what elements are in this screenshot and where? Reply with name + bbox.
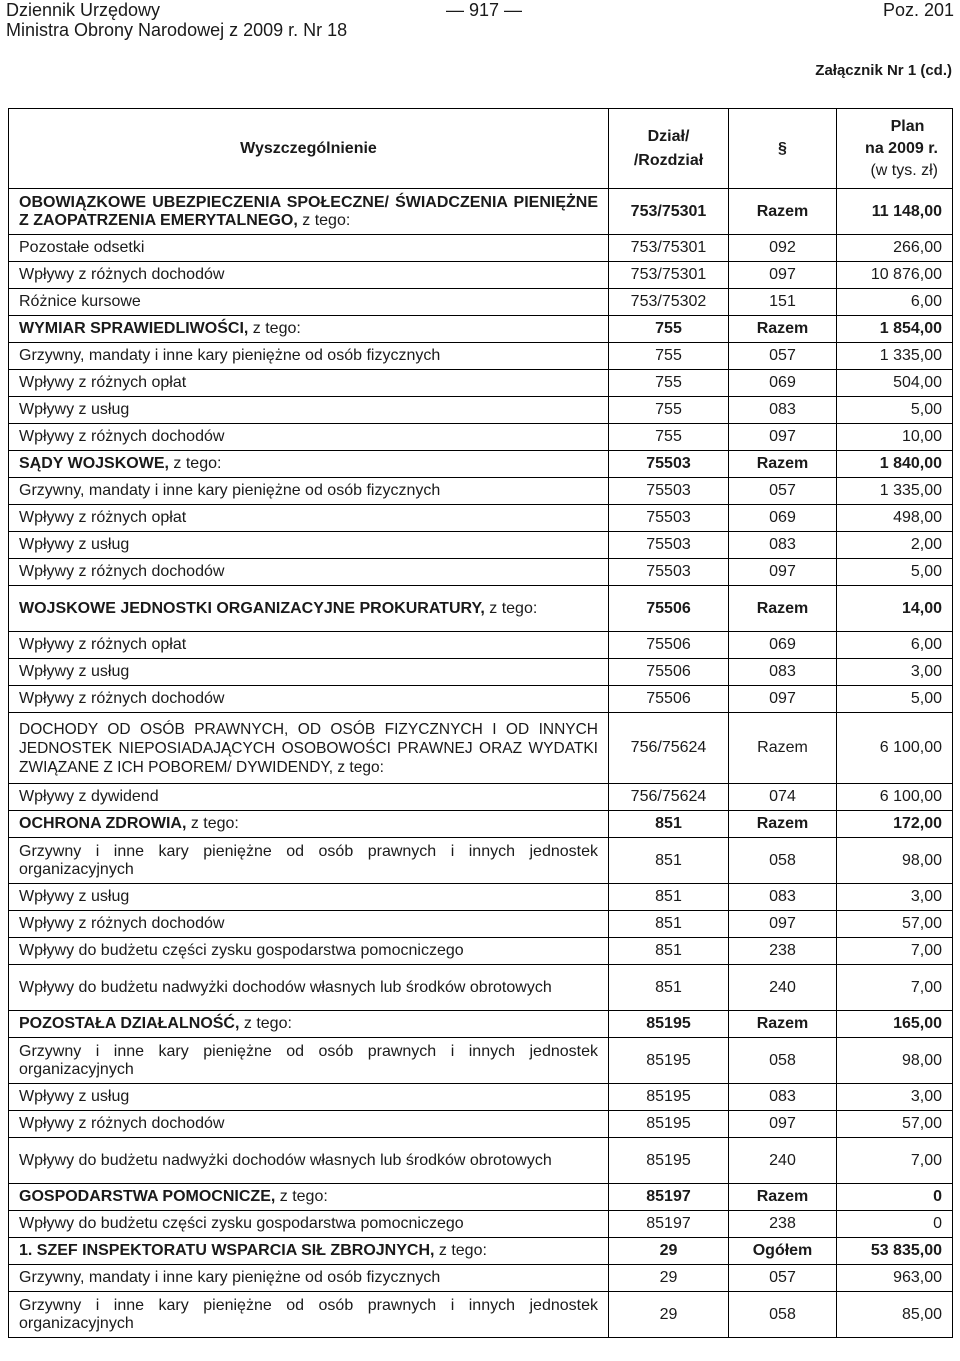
row-description [9,451,609,478]
table-body [9,189,953,1338]
section-title: POZOSTAŁA DZIAŁALNOŚĆ, [19,1015,240,1032]
row-description [9,235,609,262]
table-row [9,1038,953,1084]
page-number: — 917 — [446,0,523,20]
description-text: Wpływy z różnych dochodów [19,915,225,932]
row-paragraph: Razem [729,1011,837,1038]
row-description [9,478,609,505]
row-paragraph: Ogółem [729,1238,837,1265]
row-amount: 0 [837,1211,953,1238]
row-division: 85195 [609,1038,729,1084]
row-division: 75506 [609,632,729,659]
row-division: 755 [609,397,729,424]
description-text: Pozostałe odsetki [19,239,145,256]
table-row [9,1238,953,1265]
row-amount: 3,00 [837,1084,953,1111]
table-row [9,659,953,686]
header-division [609,109,729,189]
description-text: Wpływy do budżetu nadwyżki dochodów własnych lub środków obrotowych [19,1151,552,1169]
row-amount: 5,00 [837,397,953,424]
table-row [9,884,953,911]
row-amount: 53 835,00 [837,1238,953,1265]
paragraph-symbol: § [778,139,787,157]
table-row [9,632,953,659]
description-text: Wpływy z różnych opłat [19,374,187,391]
row-paragraph: Razem [729,586,837,632]
row-amount: 7,00 [837,1138,953,1184]
row-division: 851 [609,884,729,911]
row-division: 75503 [609,532,729,559]
table-row [9,811,953,838]
description-text: Wpływy z różnych dochodów [19,266,225,283]
description-text: Grzywny i inne kary pieniężne od osób prawnych i innych jednostek organizacyjnych [19,1296,598,1332]
row-description [9,1011,609,1038]
row-amount: 0 [837,1184,953,1211]
row-description [9,189,609,235]
row-description [9,1238,609,1265]
table-row [9,1111,953,1138]
row-paragraph: Razem [729,1184,837,1211]
table-row [9,1138,953,1184]
row-amount: 7,00 [837,965,953,1011]
row-division: 851 [609,811,729,838]
section-title: OCHRONA ZDROWIA, [19,815,187,832]
table-row [9,559,953,586]
description-text: Grzywny, mandaty i inne kary pieniężne od osób fizycznych [19,482,441,499]
row-amount: 3,00 [837,659,953,686]
row-division: 75503 [609,505,729,532]
table-row [9,189,953,235]
row-description [9,884,609,911]
table-row [9,1265,953,1292]
table-row [9,343,953,370]
row-division: 851 [609,838,729,884]
table-row [9,370,953,397]
row-paragraph: 069 [729,505,837,532]
description-text: z tego: [297,211,351,229]
description-text: z tego: [434,1242,487,1259]
row-description [9,505,609,532]
table-row [9,713,953,784]
description-text: Wpływy do budżetu części zysku gospodarstwa pomocniczego [19,942,464,959]
row-paragraph: 092 [729,235,837,262]
row-description [9,686,609,713]
row-amount: 57,00 [837,911,953,938]
table-row [9,911,953,938]
row-division: 85195 [609,1084,729,1111]
row-amount: 98,00 [837,1038,953,1084]
row-amount: 11 148,00 [837,189,953,235]
row-division: 29 [609,1265,729,1292]
row-description [9,938,609,965]
row-amount: 963,00 [837,1265,953,1292]
row-paragraph: 097 [729,686,837,713]
header-plan-line2: na 2009 r. [865,139,938,157]
description-text: Wpływy z różnych dochodów [19,563,225,580]
row-description [9,1211,609,1238]
description-text: Wpływy z usług [19,401,130,418]
row-paragraph: 151 [729,289,837,316]
description-text: Wpływy z różnych dochodów [19,428,225,445]
row-paragraph: 097 [729,424,837,451]
row-division: 85197 [609,1211,729,1238]
row-amount: 85,00 [837,1292,953,1338]
description-text: Wpływy z usług [19,663,130,680]
row-paragraph: 240 [729,965,837,1011]
row-description [9,1265,609,1292]
table-row [9,686,953,713]
description-text: Wpływy z usług [19,536,130,553]
row-description [9,1084,609,1111]
row-description [9,1184,609,1211]
row-paragraph: 097 [729,1111,837,1138]
row-division: 753/75301 [609,262,729,289]
row-division: 75503 [609,478,729,505]
description-text: Grzywny, mandaty i inne kary pieniężne od osób fizycznych [19,1269,441,1286]
row-division: 85197 [609,1184,729,1211]
description-text: z tego: [248,320,301,337]
row-division: 753/75302 [609,289,729,316]
row-amount: 10 876,00 [837,262,953,289]
row-amount: 14,00 [837,586,953,632]
row-amount: 266,00 [837,235,953,262]
header-paragraph [729,109,837,189]
row-paragraph: 238 [729,1211,837,1238]
description-text: Wpływy do budżetu części zysku gospodarstwa pomocniczego [19,1215,464,1232]
description-text: Wpływy z usług [19,1088,130,1105]
row-division: 85195 [609,1011,729,1038]
row-paragraph: 083 [729,884,837,911]
running-header [6,0,954,20]
row-paragraph: 058 [729,838,837,884]
row-division: 75506 [609,686,729,713]
row-description [9,370,609,397]
row-amount: 172,00 [837,811,953,838]
row-amount: 504,00 [837,370,953,397]
description-text: Wpływy z dywidend [19,788,159,805]
table-row [9,1011,953,1038]
header-description [9,109,609,189]
row-description [9,343,609,370]
table-row [9,235,953,262]
row-division: 753/75301 [609,235,729,262]
row-paragraph: Razem [729,451,837,478]
section-title: WYMIAR SPRAWIEDLIWOŚCI, [19,320,249,337]
row-amount: 6,00 [837,289,953,316]
row-division: 851 [609,911,729,938]
row-division: 755 [609,424,729,451]
table-row [9,424,953,451]
row-division: 755 [609,370,729,397]
row-paragraph: 083 [729,532,837,559]
description-text: Grzywny, mandaty i inne kary pieniężne od osób fizycznych [19,347,441,364]
table-row [9,938,953,965]
description-text: DOCHODY OD OSÓB PRAWNYCH, OD OSÓB FIZYCZNYCH I OD INNYCH JEDNOSTEK NIEPOSIADAJĄCYCH OSOBOWOŚCI PRAWNEJ ORAZ WYDATKI ZWIĄZANE Z ICH POBOREM/ DYWIDENDY, z tego: [19,720,598,776]
row-paragraph: 097 [729,911,837,938]
row-description [9,811,609,838]
row-paragraph: 057 [729,343,837,370]
row-amount: 3,00 [837,884,953,911]
row-division: 851 [609,965,729,1011]
row-amount: 98,00 [837,838,953,884]
journal-issuer: Ministra Obrony Narodowej z 2009 r. Nr 18 [6,20,348,40]
description-text: Wpływy z różnych dochodów [19,690,225,707]
description-text: Wpływy do budżetu nadwyżki dochodów własnych lub środków obrotowych [19,978,552,996]
row-description [9,911,609,938]
table-row [9,478,953,505]
row-paragraph: 069 [729,370,837,397]
row-amount: 1 335,00 [837,478,953,505]
description-text: Grzywny i inne kary pieniężne od osób prawnych i innych jednostek organizacyjnych [19,1042,598,1078]
table-row [9,397,953,424]
row-description [9,632,609,659]
description-text: Wpływy z różnych dochodów [19,1115,225,1132]
row-description [9,713,609,784]
row-description [9,289,609,316]
description-text: z tego: [186,815,239,832]
row-paragraph: 083 [729,397,837,424]
row-amount: 10,00 [837,424,953,451]
position-number: Poz. 201 [882,0,954,20]
table-row [9,505,953,532]
row-amount: 2,00 [837,532,953,559]
row-description [9,559,609,586]
row-division: 753/75301 [609,189,729,235]
row-division: 756/75624 [609,713,729,784]
table-row [9,838,953,884]
row-division: 85195 [609,1138,729,1184]
row-division: 75506 [609,586,729,632]
section-title: OBOWIĄZKOWE UBEZPIECZENIA SPOŁECZNE/ ŚWIADCZENIA PIENIĘŻNE Z ZAOPATRZENIA EMERYTALNEGO, [19,193,598,229]
row-description [9,586,609,632]
table-row [9,262,953,289]
row-division: 756/75624 [609,784,729,811]
revenue-table [8,108,953,1338]
header-plan-line3: (w tys. zł) [870,161,938,179]
section-title: 1. SZEF INSPEKTORATU WSPARCIA SIŁ ZBROJNYCH, [19,1242,435,1259]
header-plan [837,109,953,189]
row-paragraph: 069 [729,632,837,659]
row-amount: 6 100,00 [837,784,953,811]
section-title: GOSPODARSTWA POMOCNICZE, [19,1188,276,1205]
row-description [9,1138,609,1184]
description-text: z tego: [275,1188,328,1205]
row-amount: 6 100,00 [837,713,953,784]
row-paragraph: 074 [729,784,837,811]
running-header-sub [6,20,954,40]
row-description [9,784,609,811]
description-text: Wpływy z usług [19,888,130,905]
table-row [9,1084,953,1111]
row-paragraph: 057 [729,478,837,505]
description-text: Wpływy z różnych opłat [19,509,187,526]
table-row [9,1211,953,1238]
row-amount: 1 335,00 [837,343,953,370]
row-division: 755 [609,343,729,370]
row-paragraph: Razem [729,713,837,784]
row-division: 75506 [609,659,729,686]
table-row [9,784,953,811]
table-row [9,586,953,632]
table-row [9,1292,953,1338]
row-description [9,965,609,1011]
row-amount: 1 840,00 [837,451,953,478]
table-header-row [9,109,953,189]
row-paragraph: Razem [729,811,837,838]
row-amount: 498,00 [837,505,953,532]
row-paragraph: 058 [729,1292,837,1338]
row-division: 851 [609,938,729,965]
row-division: 29 [609,1292,729,1338]
attachment-label: Załącznik Nr 1 (cd.) [815,62,952,79]
row-division: 29 [609,1238,729,1265]
row-description [9,1292,609,1338]
row-amount: 5,00 [837,559,953,586]
table-row [9,289,953,316]
row-description [9,659,609,686]
journal-title: Dziennik Urzędowy [6,0,161,20]
description-text: z tego: [168,455,222,472]
header-division-line2: /Rozdział [633,151,704,169]
row-description [9,838,609,884]
row-amount: 1 854,00 [837,316,953,343]
header-division-line1: Dział/ [647,127,690,145]
row-amount: 165,00 [837,1011,953,1038]
table-row [9,965,953,1011]
description-text: z tego: [239,1015,292,1032]
row-division: 75503 [609,451,729,478]
row-paragraph: 240 [729,1138,837,1184]
row-paragraph: 097 [729,559,837,586]
row-paragraph: 057 [729,1265,837,1292]
row-description [9,1111,609,1138]
row-paragraph: 083 [729,1084,837,1111]
description-text: Wpływy z różnych opłat [19,636,187,653]
table-row [9,532,953,559]
row-description [9,316,609,343]
row-division: 75503 [609,559,729,586]
row-paragraph: 083 [729,659,837,686]
row-paragraph: 058 [729,1038,837,1084]
section-title: SĄDY WOJSKOWE, [19,455,169,472]
description-text: Grzywny i inne kary pieniężne od osób prawnych i innych jednostek organizacyjnych [19,842,598,878]
row-description [9,262,609,289]
header-description-label: Wyszczególnienie [240,139,377,157]
row-amount: 57,00 [837,1111,953,1138]
description-text: Różnice kursowe [19,293,141,310]
table-row [9,451,953,478]
row-description [9,397,609,424]
row-amount: 7,00 [837,938,953,965]
row-paragraph: 097 [729,262,837,289]
row-division: 755 [609,316,729,343]
section-title: WOJSKOWE JEDNOSTKI ORGANIZACYJNE PROKURATURY, [19,599,485,617]
row-paragraph: Razem [729,316,837,343]
row-amount: 5,00 [837,686,953,713]
row-description [9,1038,609,1084]
row-paragraph: 238 [729,938,837,965]
row-division: 85195 [609,1111,729,1138]
header-plan-line1: Plan [890,117,925,135]
table-row [9,316,953,343]
row-description [9,532,609,559]
row-paragraph: Razem [729,189,837,235]
table-row [9,1184,953,1211]
row-amount: 6,00 [837,632,953,659]
description-text: z tego: [484,599,538,617]
row-description [9,424,609,451]
